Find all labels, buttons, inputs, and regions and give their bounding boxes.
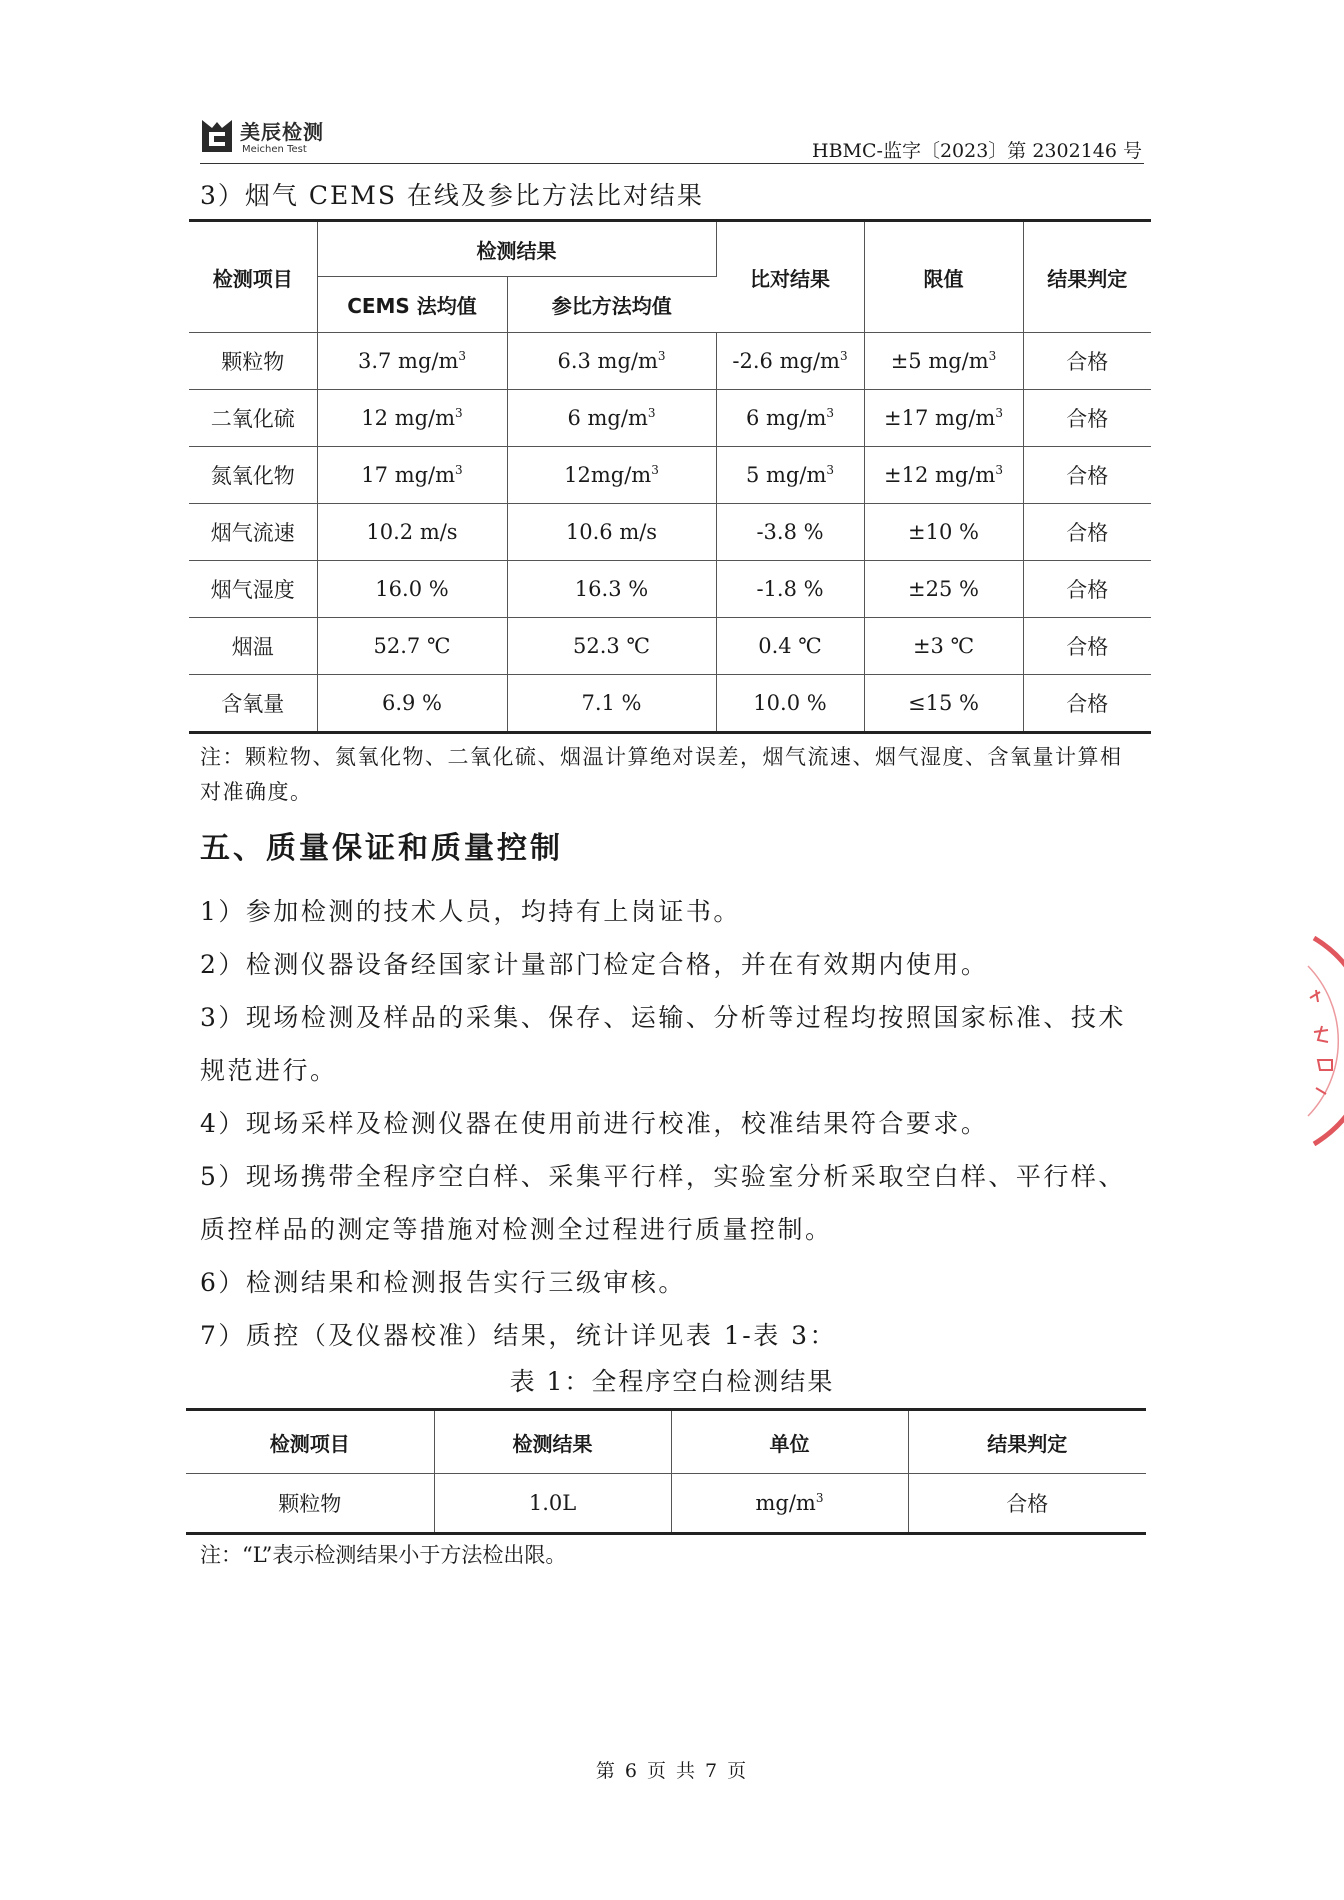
table-row (189, 333, 1151, 390)
table-1-note: 注：“L”表示检测结果小于方法检出限。 (200, 1543, 567, 1567)
cell-ref: 10.6 m/s (507, 504, 716, 561)
cell-compare: -3.8 % (716, 504, 864, 561)
header-result-group: 检测结果 (317, 221, 716, 277)
section-3-title: 3）烟气 CEMS 在线及参比方法比对结果 (200, 181, 704, 210)
cell-item: 烟温 (189, 618, 317, 675)
cell-judgement: 合格 (1023, 390, 1151, 447)
section-5-title: 五、质量保证和质量控制 (200, 831, 563, 866)
cell-limit: ±5 $mg/m^3$ (864, 333, 1023, 390)
document-number: HBMC-监字〔2023〕第 2302146 号 (812, 140, 1142, 162)
header-item: 检测项目 (189, 221, 317, 333)
cell-compare: 6 $mg/m^3$ (716, 390, 864, 447)
cell-item: 含氧量 (189, 675, 317, 733)
cell-unit: $mg/m^3$ (671, 1474, 908, 1534)
table-row (189, 675, 1151, 733)
company-logo (200, 116, 324, 160)
cell-cems: 6.9 % (317, 675, 507, 733)
list-item: 6）检测结果和检测报告实行三级审核。 (200, 1268, 686, 1297)
cell-result: 1.0L (434, 1474, 671, 1534)
blank-sample-table (186, 1408, 1146, 1535)
cell-compare: 5 $mg/m^3$ (716, 447, 864, 504)
list-item: 3）现场检测及样品的采集、保存、运输、分析等过程均按照国家标准、技术规范进行。 (200, 1003, 1126, 1085)
qa-list (200, 885, 1140, 1362)
table-1-caption: 表 1：全程序空白检测结果 (509, 1367, 835, 1396)
header-judgement: 结果判定 (1023, 221, 1151, 333)
cell-item: 氮氧化物 (189, 447, 317, 504)
cell-ref: $12mg/m^3$ (507, 447, 716, 504)
cell-ref: 7.1 % (507, 675, 716, 733)
logo-chinese-name: 美辰检测 (240, 120, 324, 144)
cell-cems: 16.0 % (317, 561, 507, 618)
list-item: 7）质控（及仪器校准）结果，统计详见表 1-表 3： (200, 1321, 838, 1350)
cell-item: 二氧化硫 (189, 390, 317, 447)
page-footer: 第 6 页 共 7 页 (595, 1760, 749, 1782)
table-row (186, 1474, 1146, 1534)
red-seal-stamp-icon (1302, 936, 1344, 1146)
cell-item: 颗粒物 (186, 1474, 434, 1534)
header-unit: 单位 (671, 1410, 908, 1474)
cell-limit: ≤15 % (864, 675, 1023, 733)
cell-compare: -2.6 $mg/m^3$ (716, 333, 864, 390)
cell-item: 烟气流速 (189, 504, 317, 561)
cell-compare: -1.8 % (716, 561, 864, 618)
list-item: 5）现场携带全程序空白样、采集平行样，实验室分析采取空白样、平行样、质控样品的测定等措施对检测全过程进行质量控制。 (200, 1162, 1126, 1244)
cell-limit: ±12 $mg/m^3$ (864, 447, 1023, 504)
cell-item: 烟气湿度 (189, 561, 317, 618)
header-cems-avg: CEMS 法均值 (317, 277, 507, 333)
cell-judgement: 合格 (1006, 1492, 1049, 1516)
cell-ref: 16.3 % (507, 561, 716, 618)
header-compare: 比对结果 (716, 221, 864, 333)
cell-judgement: 合格 (1023, 447, 1151, 504)
table-row (189, 561, 1151, 618)
cell-limit: ±10 % (864, 504, 1023, 561)
list-item: 2）检测仪器设备经国家计量部门检定合格，并在有效期内使用。 (200, 950, 989, 979)
table-note: 注：颗粒物、氮氧化物、二氧化硫、烟温计算绝对误差，烟气流速、烟气湿度、含氧量计算相对准确度。 (200, 745, 1123, 804)
cell-ref: 6.3 $mg/m^3$ (507, 333, 716, 390)
list-item: 4）现场采样及检测仪器在使用前进行校准，校准结果符合要求。 (200, 1109, 989, 1138)
table-row (189, 390, 1151, 447)
logo-english-name: Meichen Test (242, 144, 307, 155)
list-item: 1）参加检测的技术人员，均持有上岗证书。 (200, 897, 741, 926)
cell-compare: 0.4 ℃ (716, 618, 864, 675)
cell-cems: 52.7 ℃ (317, 618, 507, 675)
table-row (189, 618, 1151, 675)
cell-limit: ±3 ℃ (864, 618, 1023, 675)
cell-limit: ±17 $mg/m^3$ (864, 390, 1023, 447)
table-row (189, 504, 1151, 561)
header-judgement: 结果判定 (908, 1410, 1146, 1474)
cell-judgement: 合格 (1023, 561, 1151, 618)
cell-item: 颗粒物 (189, 333, 317, 390)
table-row (189, 447, 1151, 504)
header-limit: 限值 (864, 221, 1023, 333)
cell-judgement: 合格 (1023, 333, 1151, 390)
cems-comparison-table (189, 219, 1151, 734)
cell-judgement: 合格 (1023, 618, 1151, 675)
cell-ref: 6 $mg/m^3$ (507, 390, 716, 447)
cell-cems: 10.2 m/s (317, 504, 507, 561)
cell-judgement: 合格 (1023, 504, 1151, 561)
header-ref-avg: 参比方法均值 (507, 277, 716, 333)
header-item: 检测项目 (186, 1410, 434, 1474)
header-divider (200, 163, 1144, 164)
cell-limit: ±25 % (864, 561, 1023, 618)
logo-mark-icon (200, 116, 234, 156)
cell-judgement: 合格 (1023, 675, 1151, 733)
header-result: 检测结果 (434, 1410, 671, 1474)
cell-cems: 12 $mg/m^3$ (317, 390, 507, 447)
cell-cems: 17 $mg/m^3$ (317, 447, 507, 504)
cell-ref: 52.3 ℃ (507, 618, 716, 675)
cell-cems: 3.7 $mg/m^3$ (317, 333, 507, 390)
cell-compare: 10.0 % (716, 675, 864, 733)
